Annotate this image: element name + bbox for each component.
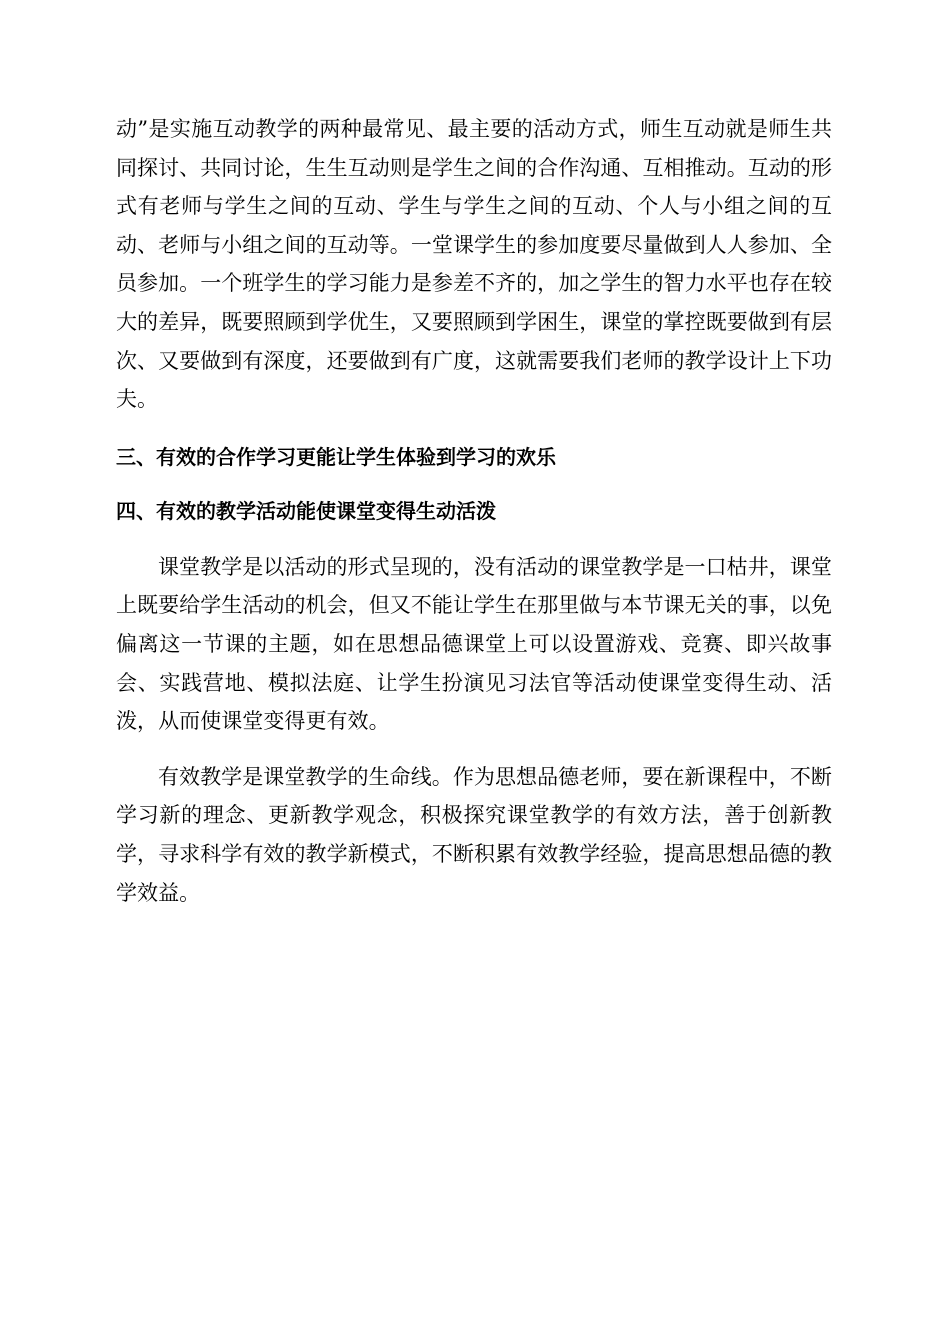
- section-heading-cooperative-learning: 三、有效的合作学习更能让学生体验到学习的欢乐: [116, 444, 556, 469]
- body-paragraph-activities: 课堂教学是以活动的形式呈现的，没有活动的课堂教学是一口枯井，课堂上既要给学生活动的机会，但又不能让学生在那里做与本节课无关的事，以免偏离这一节课的主题，如在思想品德课堂上可以设置游戏、竞赛、即兴故事会、实践营地、模拟法庭、让学生扮演见习法官等活动使课堂变得生动、活泼，从而使课堂变得更有效。: [116, 554, 832, 734]
- body-paragraph-conclusion: 有效教学是课堂教学的生命线。作为思想品德老师，要在新课程中，不断学习新的理念、更新教学观念，积极探究课堂教学的有效方法，善于创新教学，寻求科学有效的教学新模式，不断积累有效教学经验，提高思想品德的教学效益。: [116, 764, 832, 905]
- body-paragraph-interaction: 动”是实施互动教学的两种最常见、最主要的活动方式，师生互动就是师生共同探讨、共同讨论，生生互动则是学生之间的合作沟通、互相推动。互动的形式有老师与学生之间的互动、学生与学生之间的互动、个人与小组之间的互动、老师与小组之间的互动等。一堂课学生的参加度要尽量做到人人参加、全员参加。一个班学生的学习能力是参差不齐的，加之学生的智力水平也存在较大的差异，既要照顾到学优生，又要照顾到学困生，课堂的掌控既要做到有层次、又要做到有深度，还要做到有广度，这就需要我们老师的教学设计上下功夫。: [116, 117, 832, 412]
- section-heading-teaching-activities: 四、有效的教学活动能使课堂变得生动活泼: [116, 498, 496, 523]
- document-page: [116, 110, 832, 912]
